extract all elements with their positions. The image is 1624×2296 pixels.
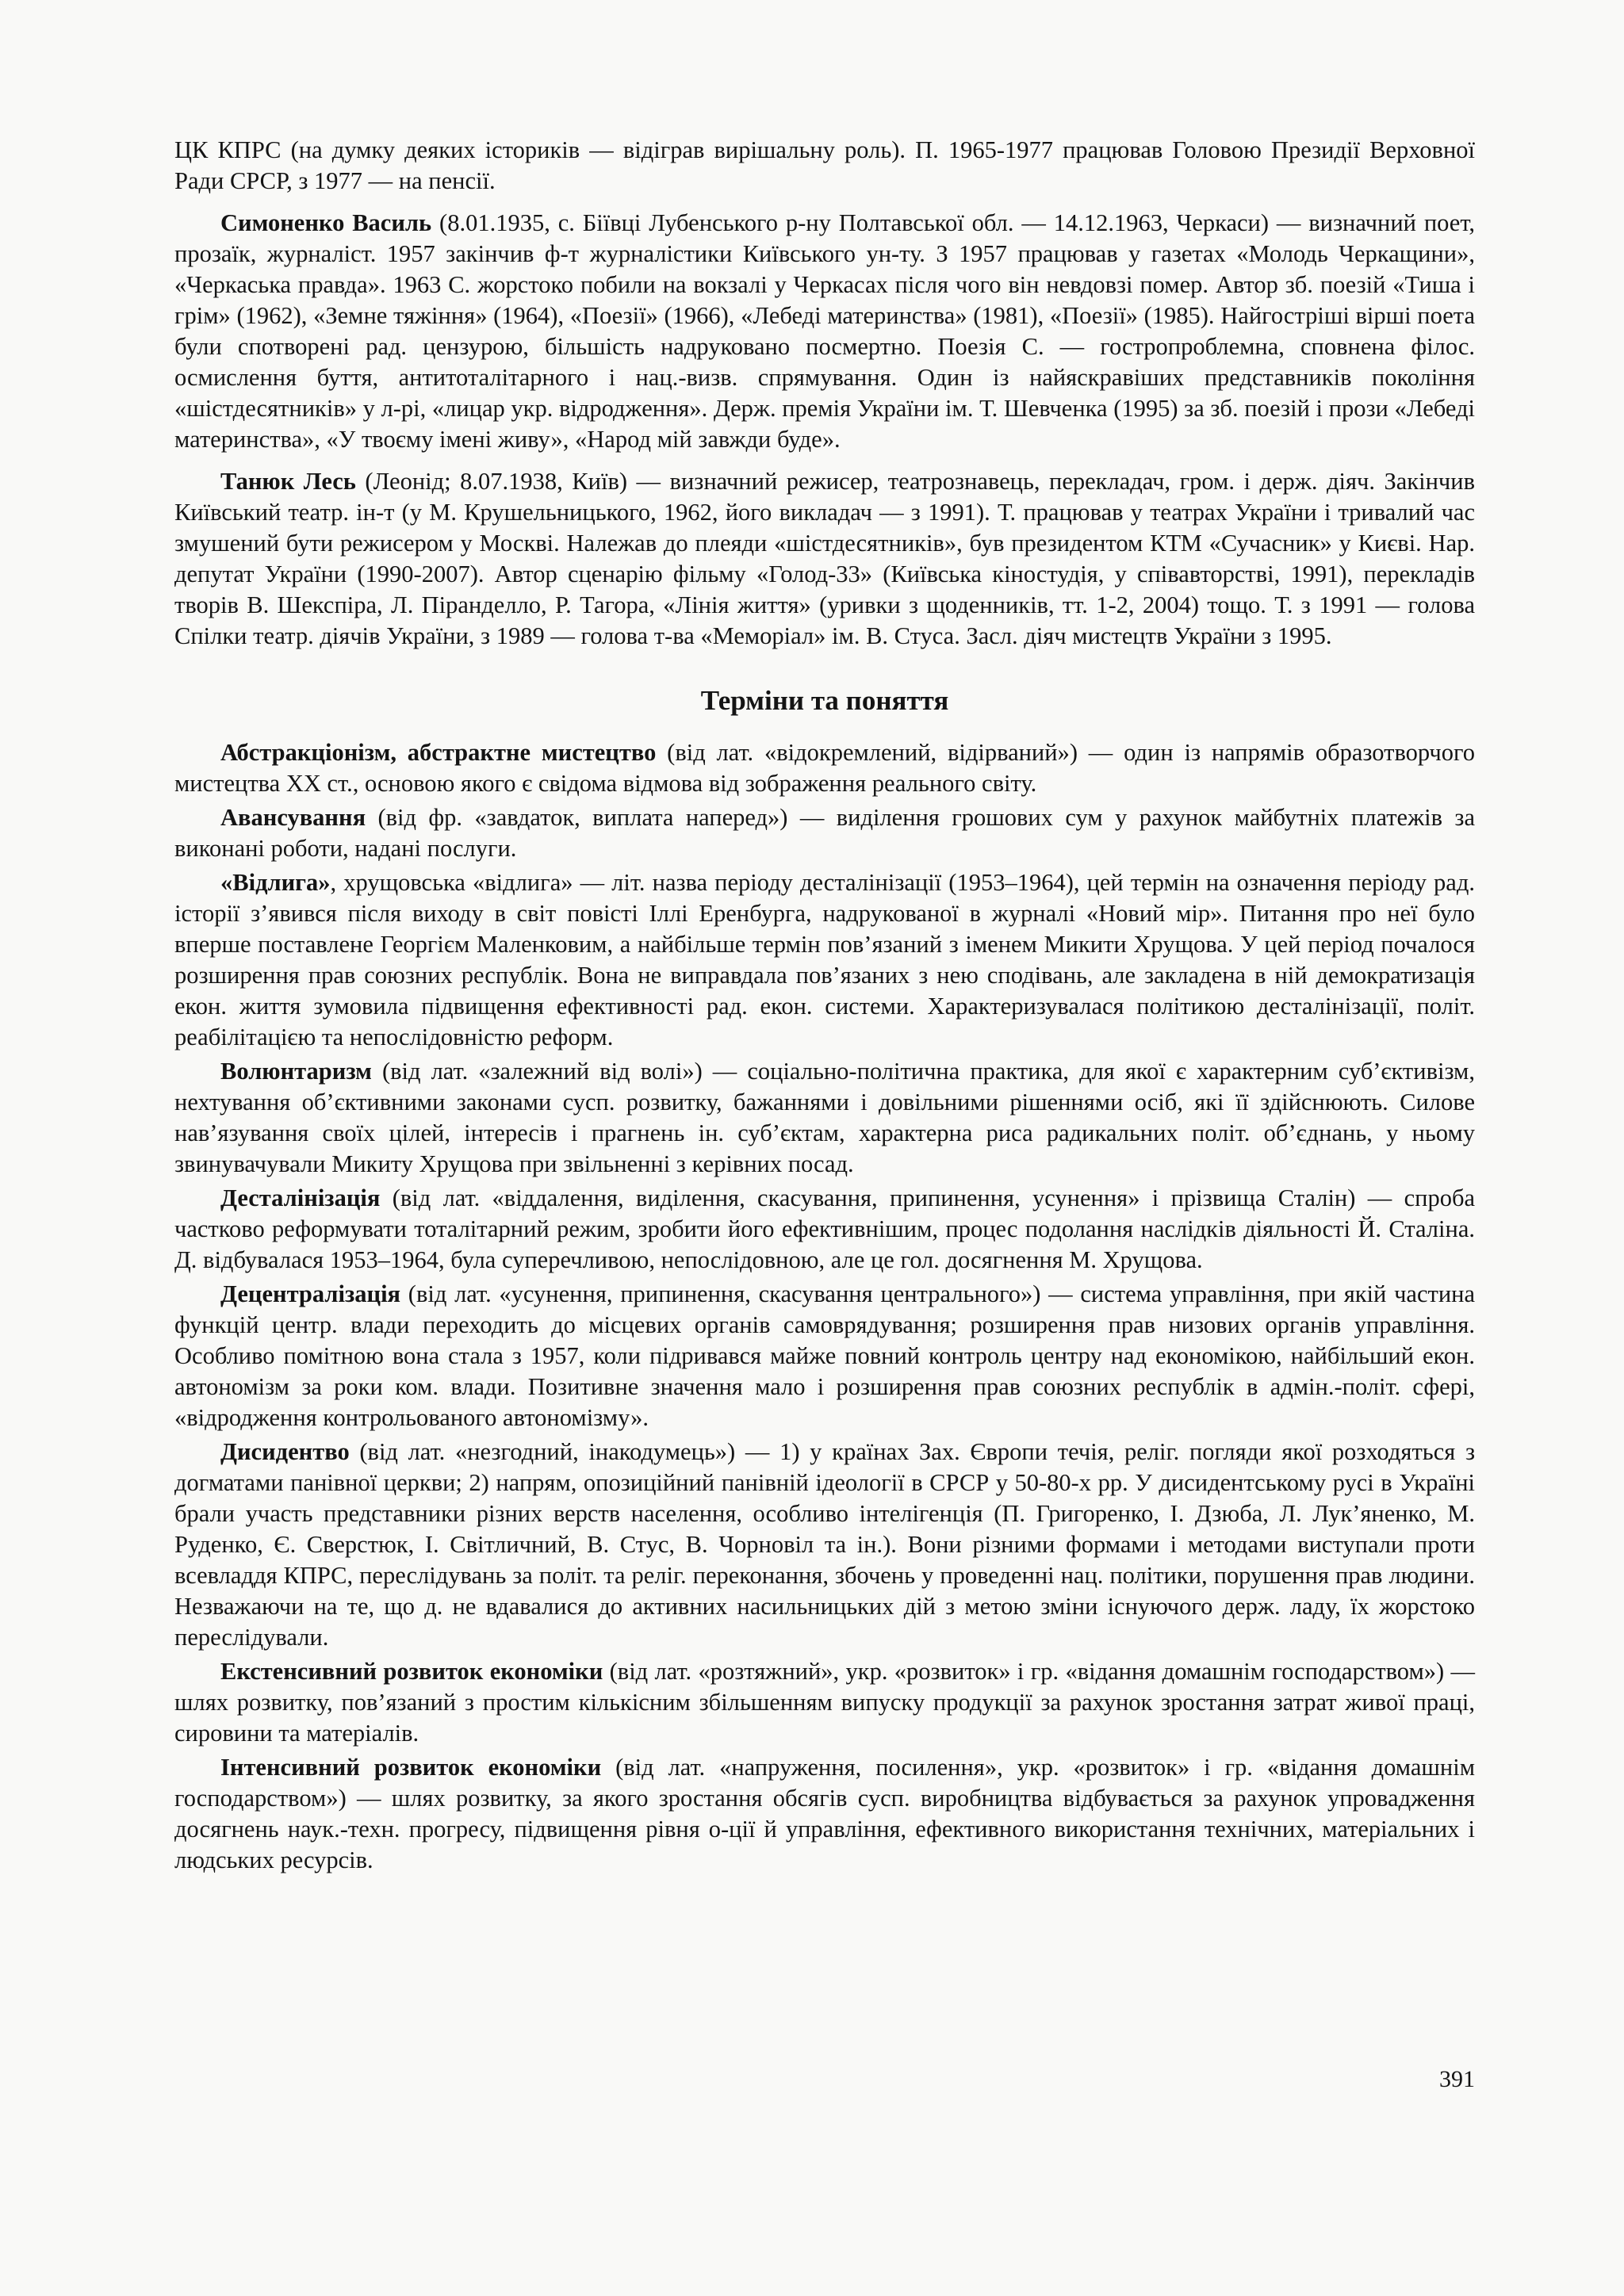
term-entry-decentralization — [174, 1279, 1475, 1433]
term-entry-intensive-development — [174, 1752, 1475, 1876]
bio-headword: Танюк Лесь — [220, 468, 356, 495]
page-body — [174, 135, 1475, 1876]
term-text: (від лат. «незгодний, інакодумець») — 1) у країнах Зах. Європи течія, реліг. погляди якої розходяться з догматами панівної церкви; 2) напрям, опозиційний панівній ідеології в СРСР у 50-80-х рр. У дисидентському русі в Україні брали участь представники різних верств населення, особливо інтелігенція (П. Григоренко, І. Дзюба, Л. Лук’яненко, М. Руденко, Є. Сверстюк, І. Світличний, В. Стус, В. Чорновіл та ін.). Вони різними формами і методами виступали проти всевладдя КПРС, переслідувань за політ. та реліг. переконання, збочень у проведенні нац. політики, порушення прав людини. Незважаючи на те, що д. не вдавалися до активних насильницьких дій з метою зміни існуючого держ. ладу, їх жорстоко переслідували. — [174, 1438, 1475, 1651]
intro-paragraph: ЦК КПРС (на думку деяких істориків — відіграв вирішальну роль). П. 1965-1977 працював Головою Президії Верховної Ради СРСР, з 1977 — на пенсії. — [174, 136, 1475, 194]
term-text: (від лат. «усунення, припинення, скасування центрального») — система управління, при якій частина функцій центр. влади переходить до місцевих органів самоврядування; розширення прав низових органів управління. Особливо помітною вона стала з 1957, коли підривався майже повний контроль центру над економікою, найбільший екон. автономізм за роки ком. влади. Позитивне значення мало і розширення прав союзних республік в адмін.-політ. сфері, «відродження контрольованого автономізму». — [174, 1280, 1475, 1431]
bio-text: (Леонід; 8.07.1938, Київ) — визначний режисер, театрознавець, перекладач, гром. і держ. діяч. Закінчив Київський театр. ін-т (у М. Крушельницького, 1962, його викладач — з 1991). Т. працював у театрах України і тривалий час змушений бути режисером у Москві. Належав до плеяди «шістдесятників», був президентом КТМ «Сучасник» у Києві. Нар. депутат України (1990-2007). Автор сценарію фільму «Голод-33» (Київська кіностудія, у співавторстві, 1991), перекладів творів В. Шекспіра, Л. Піранделло, Р. Тагора, «Лінія життя» (уривки з щоденників, тт. 1-2, 2004) тощо. Т. з 1991 — голова Спілки театр. діячів України, з 1989 — голова т-ва «Меморіал» ім. В. Стуса. Засл. діяч мистецтв України з 1995. — [174, 468, 1475, 649]
term-entry-thaw — [174, 867, 1475, 1053]
term-text: (від лат. «розтяжний», укр. «розвиток» і гр. «відання домашнім господарством») — шлях розвитку, пов’язаний з простим кількісним збільшенням випуску продукції за рахунок зростання затрат живої праці, сировини та матеріалів. — [174, 1658, 1475, 1747]
term-headword: Децентралізація — [220, 1280, 401, 1307]
term-entry-voluntarism — [174, 1056, 1475, 1180]
term-entry-dissidence — [174, 1437, 1475, 1653]
section-title: Терміни та поняття — [700, 685, 949, 716]
term-entry-extensive-development — [174, 1656, 1475, 1749]
term-text: (від фр. «завдаток, виплата наперед») — виділення грошових сум у рахунок майбутніх платежів за виконані роботи, надані послуги. — [174, 804, 1475, 862]
term-text: (від лат. «залежний від волі») — соціально-політична практика, для якої є характерним суб’єктивізм, нехтування об’єктивними законами сусп. розвитку, бажаннями і довільними рішеннями осіб, які її здійснюють. Силове нав’язування своїх цілей, інтересів і прагнень ін. суб’єктам, характерна риса радикальних політ. об’єднань, у ньому звинувачували Микиту Хрущова при звільненні з керівних посад. — [174, 1058, 1475, 1177]
term-entry-advance-payment — [174, 802, 1475, 864]
term-entry-abstractionism — [174, 737, 1475, 799]
page-number: 391 — [1439, 2066, 1475, 2092]
term-text: (від лат. «віддалення, виділення, скасування, припинення, усунення» і прізвища Сталін) — спроба частково реформувати тоталітарний режим, зробити його ефективнішим, процес подолання наслідків діяльності Й. Сталіна. Д. відбувалася 1953–1964, була суперечливою, непослідовною, але це гол. досягнення М. Хрущова. — [174, 1184, 1475, 1273]
term-headword: Авансування — [220, 804, 366, 831]
term-headword: Інтенсивний розвиток економіки — [220, 1754, 602, 1781]
term-headword: Дисидентво — [220, 1438, 350, 1465]
bio-headword: Симоненко Василь — [220, 209, 432, 236]
term-headword: «Відлига» — [220, 869, 331, 896]
bio-entry-taniuk — [174, 466, 1475, 652]
term-headword: Десталінізація — [220, 1184, 381, 1211]
term-text: (від лат. «відокремлений, відірваний») — один із напрямів образотворчого мистецтва XX ст., основою якого є свідома відмова від зображення реального світу. — [174, 739, 1475, 797]
term-headword: Екстенсивний розвиток економіки — [220, 1658, 603, 1685]
bio-entry-symonenko — [174, 208, 1475, 455]
term-text: , хрущовська «відлига» — літ. назва періоду десталінізації (1953–1964), цей термін на означення періоду рад. історії з’явився після виходу в світ повісті Іллі Еренбурга, надрукованої в журналі «Новий мір». Питання про неї було вперше поставлене Георгієм Маленковим, а найбільше термін пов’язаний з іменем Микити Хрущова. У цей період почалося розширення прав союзних республік. Вона не виправдала пов’язаних з нею сподівань, але закладена в ній демократизація екон. життя зумовила підвищення ефективності рад. екон. системи. Характеризувалася політикою десталінізації, політ. реабілітацією та непослідовністю реформ. — [174, 869, 1475, 1050]
bio-text: (8.01.1935, с. Біївці Лубенського р-ну Полтавської обл. — 14.12.1963, Черкаси) — визначний поет, прозаїк, журналіст. 1957 закінчив ф-т журналістики Київського ун-ту. З 1957 працював у газетах «Молодь Черкащини», «Черкаська правда». 1963 С. жорстоко побили на вокзалі у Черкасах після чого він невдовзі помер. Автор зб. поезій «Тиша і грім» (1962), «Земне тяжіння» (1964), «Поезії» (1966), «Лебеді материнства» (1981), «Поезії» (1985). Найгостріші вірші поета були спотворені рад. цензурою, більшість надруковано посмертно. Поезія С. — гостропроблемна, сповнена філос. осмислення буття, антитоталітарного і нац.-визв. спрямування. Один із найяскравіших представників покоління «шістдесятників» у л-рі, «лицар укр. відродження». Держ. премія України ім. Т. Шевченка (1995) за зб. поезій і прози «Лебеді материнства», «У твоєму імені живу», «Народ мій завжди буде». — [174, 209, 1475, 453]
term-headword: Абстракціонізм, абстрактне мистецтво — [220, 739, 657, 766]
term-headword: Волюнтаризм — [220, 1058, 372, 1085]
term-entry-destalinization — [174, 1183, 1475, 1276]
term-text: (від лат. «напруження, посилення», укр. «розвиток» і гр. «відання домашнім господарством») — шлях розвитку, за якого зростання обсягів сусп. виробництва відбувається за рахунок упровадження досягнень наук.-техн. прогресу, підвищення рівня о-ції й управління, ефективного використання технічних, матеріальних і людських ресурсів. — [174, 1754, 1475, 1873]
